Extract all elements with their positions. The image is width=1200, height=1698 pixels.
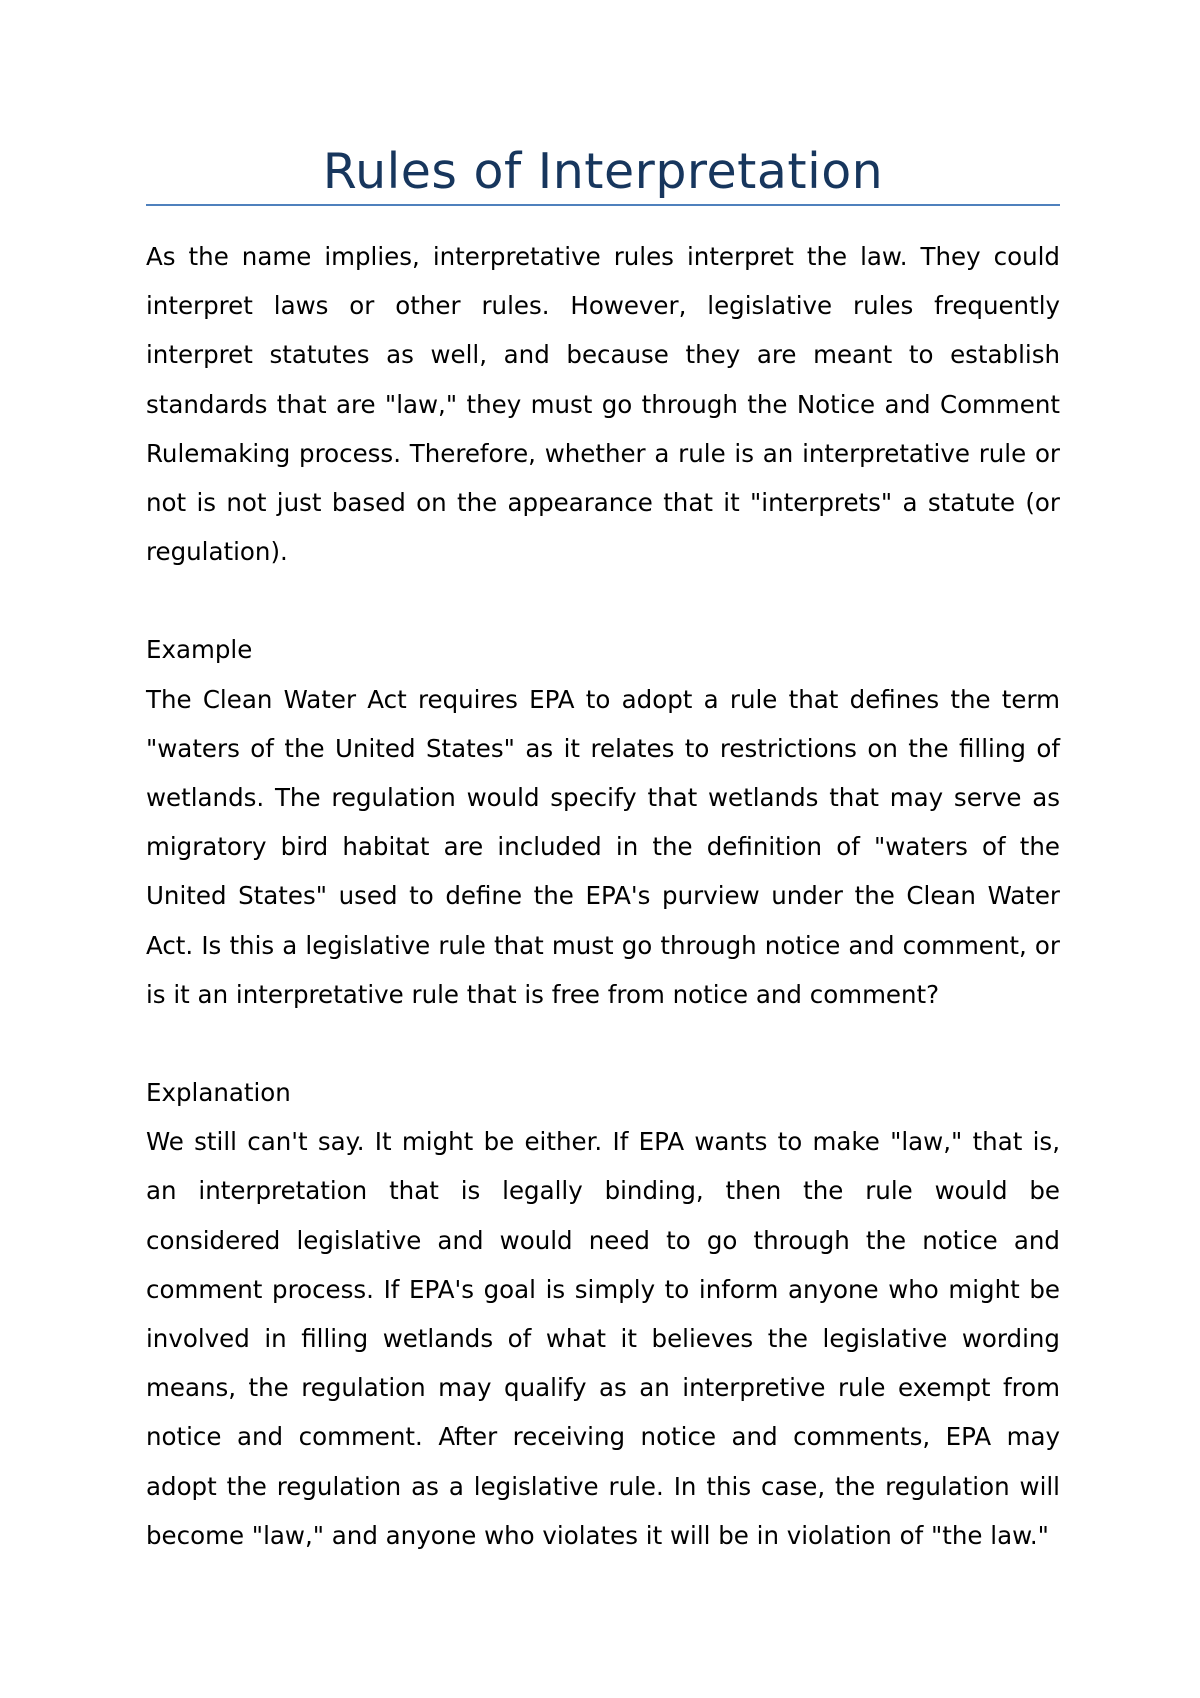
paragraph-spacer [146,1019,1060,1068]
paragraph-spacer [146,576,1060,625]
explanation-heading: Explanation [146,1078,291,1108]
title-underline [146,204,1060,206]
example-heading: Example [146,635,253,665]
explanation-paragraph: We still can't say. It might be either. If EPA wants to make "law," that is, an interpretation that is legally binding, then the rule would be considered legislative and would need to go through the notice and comment process. If EPA's goal is simply to inform anyone who might be involved in filling wetlands of what it believes the legislative wording means, the regulation may qualify as an interpretive rule exempt from notice and comment. After receiving notice and comments, EPA may adopt the regulation as a legislative rule. In this case, the regulation will become "law," and anyone who violates it will be in violation of "the law." [146,1127,1060,1550]
intro-paragraph: As the name implies, interpretative rules interpret the law. They could interpret laws or other rules. However, legislative rules frequently interpret statutes as well, and because they are meant to establish standards that are "law," they must go through the Notice and Comment Rulemaking process. Therefore, whether a rule is an interpretative rule or not is not just based on the appearance that it "interprets" a statute (or regulation). [146,242,1060,567]
page-title: Rules of Interpretation [322,143,884,200]
document-page [146,140,1060,1560]
example-paragraph: The Clean Water Act requires EPA to adopt a rule that defines the term "waters of the United States" as it relates to restrictions on the filling of wetlands. The regulation would specify that wetlands that may serve as migratory bird habitat are included in the definition of "waters of the United States" used to define the EPA's purview under the Clean Water Act. Is this a legislative rule that must go through notice and comment, or is it an interpretative rule that is free from notice and comment? [146,684,1060,1009]
